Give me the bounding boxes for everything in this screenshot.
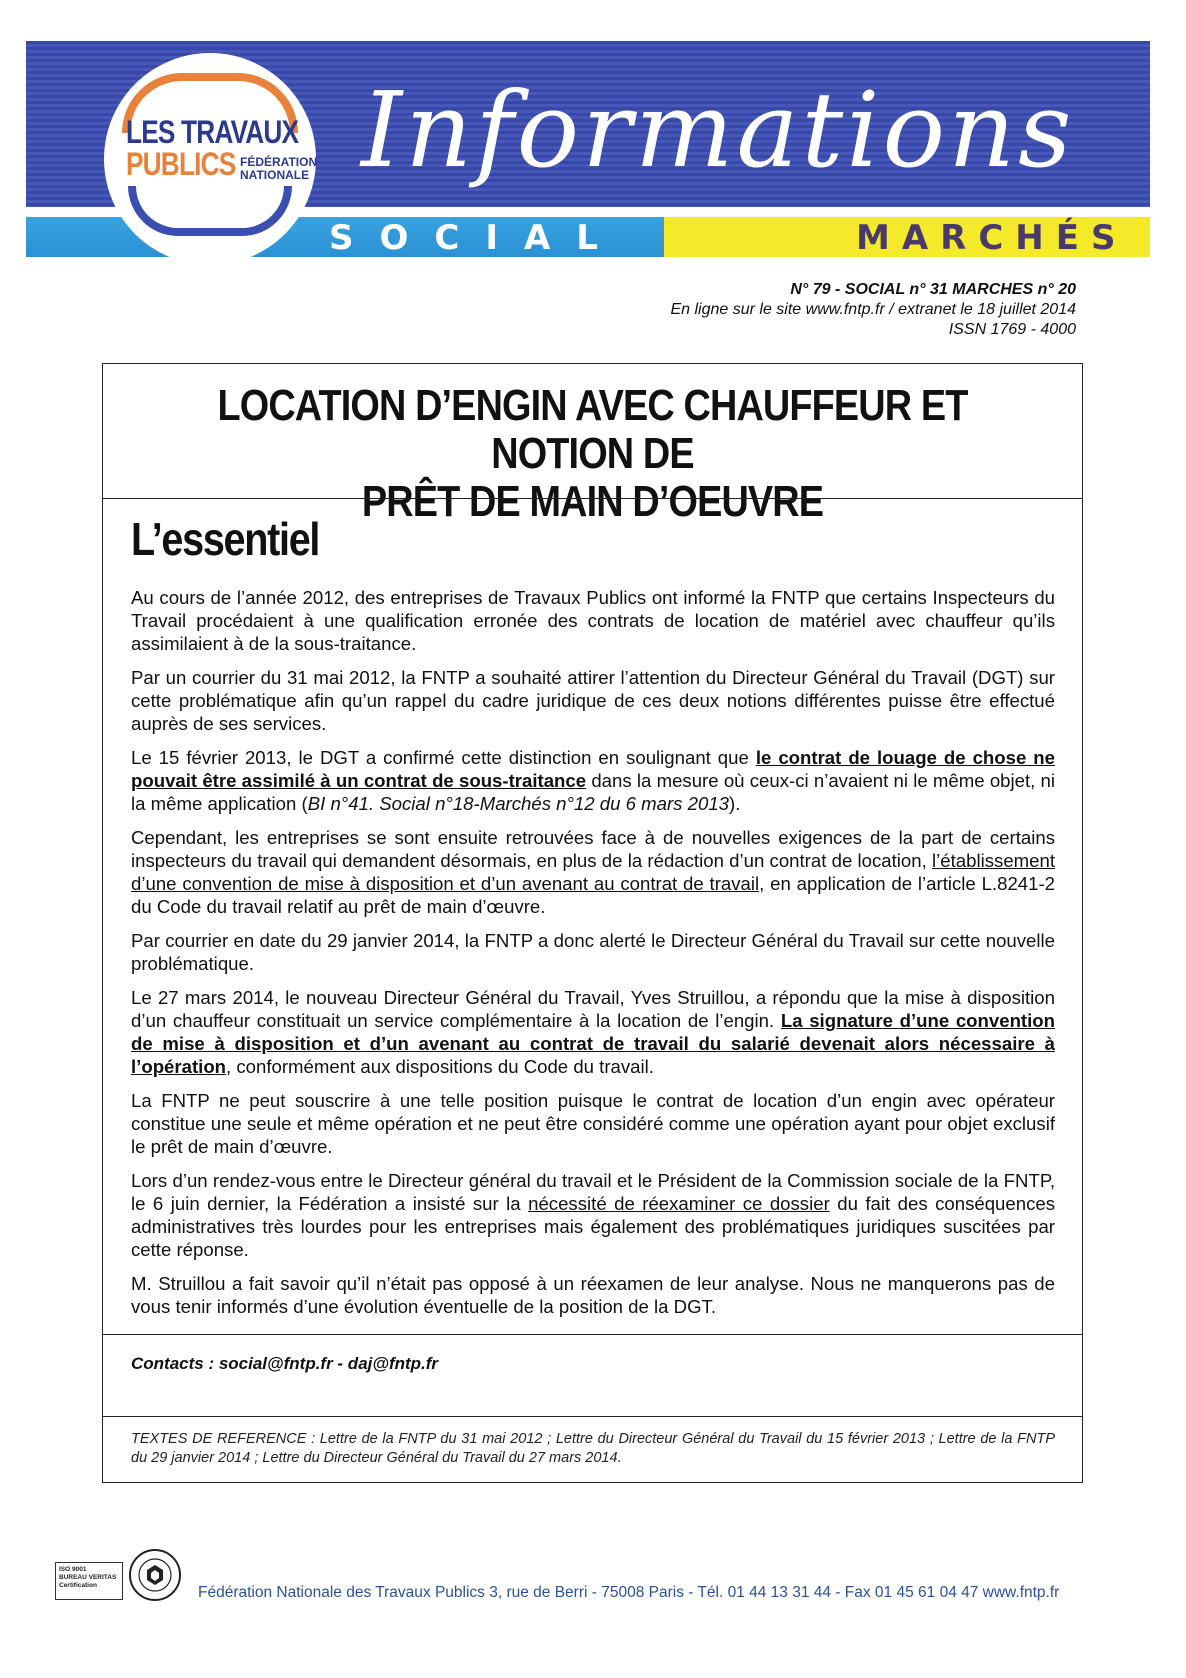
cert-line: ISO 9001	[59, 1566, 87, 1573]
footer-contact-details: 3, rue de Berri - 75008 Paris - Tél. 01 44 13 31 44 - Fax 01 45 61 04 47 www.fntp.fr	[484, 1584, 1060, 1601]
paragraph: Au cours de l’année 2012, des entreprises de Travaux Publics ont informé la FNTP que certains Inspecteurs du Travail procédaient à une qualification erronée des contrats de location de matériel avec chauffeur qu’ils assimilaient à de la sous-traitance.	[131, 587, 1055, 654]
paragraph: M. Struillou a fait savoir qu’il n’était pas opposé à un réexamen de leur analyse. Nous ne manquerons pas de vous tenir informés d’une évolution éventuelle de la position de la DGT.	[131, 1273, 1055, 1317]
references-divider	[103, 1416, 1082, 1417]
article-box	[102, 363, 1083, 1483]
logo-fed-line1: FÉDÉRATION	[240, 155, 318, 169]
paragraph	[131, 986, 1055, 1078]
citation-text: BI n°41. Social n°18-Marchés n°12 du 6 mars 2013	[307, 793, 730, 814]
footer-org-name: Fédération Nationale des Travaux Publics	[198, 1584, 485, 1601]
text-run: Lors d’un rendez-vous entre le Directeur général du travail et le Président de la Commission sociale de la FNTP, le 6 juin dernier, la Fédération a insisté sur la	[131, 1170, 1055, 1214]
emphasis-text: le contrat de louage de chose ne pouvait être assimilé à un contrat de sous-traitance	[131, 747, 1056, 791]
contacts-divider	[103, 1334, 1082, 1335]
text-run: , conformément aux dispositions du Code du travail.	[226, 1056, 654, 1077]
logo-blue-arc	[128, 186, 292, 236]
bureau-veritas-seal-icon	[128, 1548, 182, 1602]
text-run: Le 27 mars 2014, le nouveau Directeur Général du Travail, Yves Struillou, a répondu que la mise à disposition d’un chauffeur constituait un service complémentaire à la location de l’engin.	[131, 987, 1055, 1031]
contacts-line: Contacts : social@fntp.fr - daj@fntp.fr	[131, 1354, 439, 1373]
article-body	[131, 586, 1055, 1329]
iso-certification-badge	[55, 1562, 123, 1600]
emphasis-text: La signature d’une convention de mise à disposition et d’un avenant au contrat de travail du salarié devenait alors nécessaire à l’opération	[131, 1010, 1056, 1077]
text-run: dans la mesure où ceux-ci n’avaient ni le même objet, ni la même application (	[131, 770, 1056, 814]
article-title-line1: LOCATION D’ENGIN AVEC CHAUFFEUR ET NOTION DE	[217, 381, 968, 478]
cert-line: BUREAU VERITAS	[59, 1574, 117, 1581]
underlined-text: nécessité de réexaminer ce dossier	[528, 1193, 830, 1214]
social-label: SOCIAL	[329, 218, 624, 258]
article-title-line2: PRÊT DE MAIN D’OEUVRE	[361, 477, 824, 526]
logo-text-federation	[240, 156, 317, 182]
issue-online: En ligne sur le site www.fntp.fr / extranet le 18 juillet 2014	[670, 301, 1076, 318]
text-run: Cependant, les entreprises se sont ensuite retrouvées face à de nouvelles exigences de la part de certains inspecteurs du travail qui demandent désormais, en plus de la rédaction d’un contrat de location,	[131, 827, 1055, 871]
logo-fed-line2: NATIONALE	[240, 168, 310, 182]
footer-address	[198, 1584, 1059, 1602]
text-run: ).	[729, 793, 741, 814]
logo-text-publics: PUBLICS	[126, 146, 236, 182]
text-run: , en application de l’article L.8241-2 du Code du travail relatif au prêt de main d’œuvre.	[131, 873, 1055, 917]
cert-line: Certification	[59, 1582, 97, 1589]
marches-label: MARCHÉS	[856, 218, 1128, 258]
paragraph: La FNTP ne peut souscrire à une telle position puisque le contrat de location d’un engin avec opérateur constitue une seule et même opération et ne peut être considéré comme une opération ayant pour objet exclusif le prêt de main d’œuvre.	[131, 1090, 1055, 1157]
issue-info	[670, 280, 1076, 340]
issue-issn: ISSN 1769 - 4000	[948, 321, 1076, 338]
paragraph	[131, 1169, 1055, 1261]
logo-text-les-travaux: LES TRAVAUX	[126, 114, 299, 150]
issue-numbers: N° 79 - SOCIAL n° 31 MARCHES n° 20	[790, 281, 1076, 298]
banner-title: Informations	[361, 69, 1075, 191]
text-run: Le 15 février 2013, le DGT a confirmé cette distinction en soulignant que	[131, 747, 756, 768]
paragraph: Par courrier en date du 29 janvier 2014, la FNTP a donc alerté le Directeur Général du Travail sur cette nouvelle problématique.	[131, 930, 1055, 974]
paragraph: Par un courrier du 31 mai 2012, la FNTP a souhaité attirer l’attention du Directeur Général du Travail (DGT) sur cette problématique afin qu’un rappel du cadre juridique de ces deux notions différentes puisse être effectué auprès de ses services.	[131, 667, 1055, 734]
text-run: du fait des conséquences administratives très lourdes pour les entreprises mais également des problématiques juridiques suscitées par cette réponse.	[131, 1193, 1056, 1260]
title-divider	[103, 498, 1082, 499]
section-heading: L’essentiel	[131, 513, 320, 565]
paragraph	[131, 746, 1055, 815]
reference-texts: TEXTES DE REFERENCE : Lettre de la FNTP du 31 mai 2012 ; Lettre du Directeur Général du Travail du 15 février 2013 ; Lettre de la FNTP du 29 janvier 2014 ; Lettre du Directeur Général du Travail du 27 mars 2014.	[131, 1431, 1055, 1466]
paragraph	[131, 826, 1055, 918]
underlined-text: l’établissement d’une convention de mise à disposition et d’un avenant au contrat de travail	[131, 850, 1055, 894]
article-title	[172, 382, 1014, 526]
